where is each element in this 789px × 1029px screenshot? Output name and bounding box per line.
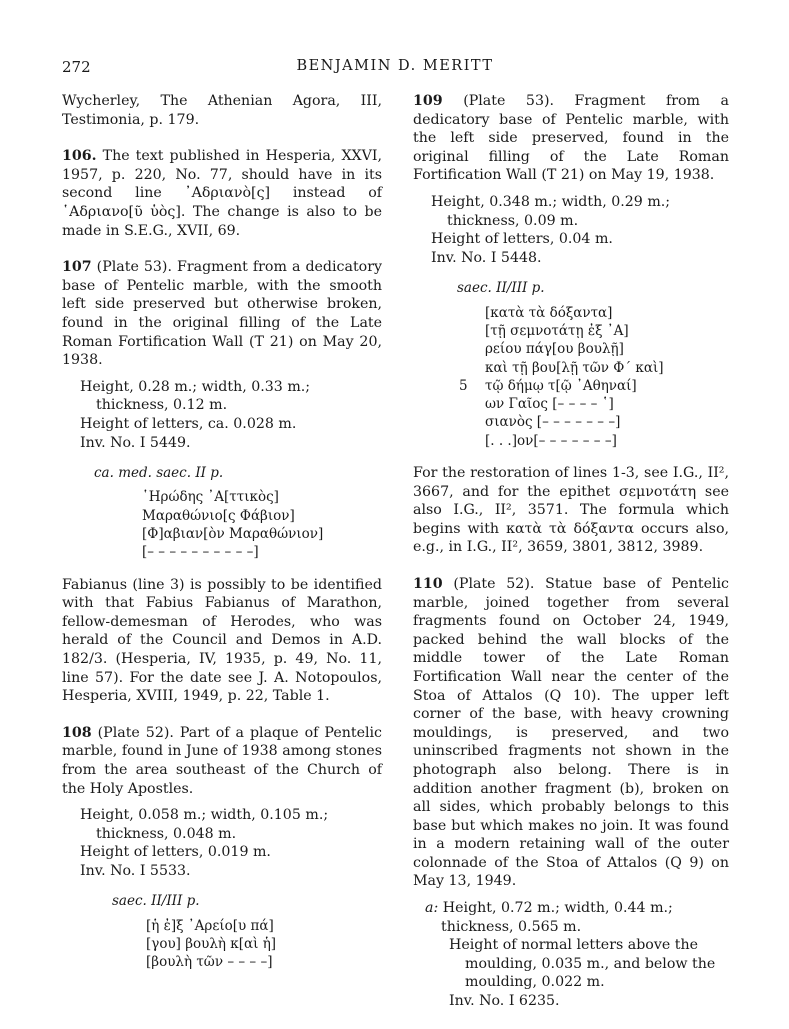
page-number: 272: [62, 58, 91, 76]
dimensions: Height, 0.058 m.; width, 0.105 m.; thickness, 0.048 m.: [80, 807, 329, 842]
left-column: [62, 92, 382, 990]
commentary: Fabianus (line 3) is possibly to be identified with that Fabius Fabianus of Marathon, fellow-demesman of Herodes, who was herald of the Council and Demos in A.D. 182/3. (Hesperia, IV, 1935, p. 49, No. 11, line 57). For the date see J. A. Notopoulos, Hesperia, XVIII, 1949, p. 22, Table 1.: [62, 576, 382, 705]
entry-107: [62, 258, 382, 706]
entry-measurements: [80, 806, 382, 880]
letter-height: Height of letters, 0.019 m.: [80, 844, 271, 861]
entry-measurements: [425, 899, 729, 1011]
line-number: 5: [459, 377, 468, 394]
entry-text: (Plate 52). Statue base of Pentelic marble, joined together from several fragments found on October 24, 1949, packed behind the wall blocks of the middle tower of the Late Roman Fortification Wall near the center of the Stoa of Attalos (Q 10). The upper left corner of the base, with heavy crowning mouldings, is preserved, and two uninscribed fragments not shown in the photograph also belong. There is in addition another fragment (b), broken on all sides, which probably belongs to this base but which makes no join. It was found in a modern retaining wall of the outer colonnade of the Stoa of Attalos (Q 9) on May 13, 1949.: [413, 575, 729, 890]
letter-height: Height of normal letters above the moulding, 0.035 m., and below the moulding, 0.022 m.: [449, 937, 716, 991]
entry-number: 110: [413, 575, 443, 592]
fragment-a-dimensions: [425, 899, 729, 936]
letter-height: Height of letters, 0.04 m.: [431, 231, 613, 248]
inscription: [457, 279, 729, 450]
dimensions: Height, 0.72 m.; width, 0.44 m.; thickness, 0.565 m.: [441, 900, 673, 935]
dimensions: Height, 0.348 m.; width, 0.29 m.; thickness, 0.09 m.: [431, 193, 671, 229]
entry-measurements: [431, 193, 729, 267]
inscription-line: [ἡ ἐ]ξ ᾽Αρείο[υ πά]: [146, 917, 274, 934]
entry-number: 106.: [62, 148, 97, 165]
inscription-line: [Φ]αβιαν[ὸν Μαραθώνιον]: [142, 525, 324, 542]
inventory-number: Inv. No. I 5448.: [431, 249, 542, 266]
inscription-line: [γου] βουλὴ κ[αὶ ἡ]: [146, 936, 277, 953]
inscription-line: Μαραθώνιο[ς Φάβιον]: [142, 507, 295, 524]
inscription-date: ca. med. saec. II p.: [94, 465, 224, 482]
entry-number: 107: [62, 259, 92, 276]
continuation-text: Wycherley, The Athenian Agora, III, Testimonia, p. 179.: [62, 93, 382, 128]
entry-108: [62, 724, 382, 972]
commentary: For the restoration of lines 1-3, see I.G., II², 3667, and for the epithet σεμνοτάτη see also I.G., II², 3571. The formula which begins with κατὰ τὰ δόξαντα occurs also, e.g., in I.G., II², 3659, 3801, 3812, 3989.: [413, 465, 729, 556]
inscription-line: σιανὸς [– – – – – – –]: [485, 414, 621, 431]
inscription-line: [459, 377, 729, 395]
entry-106: [62, 147, 382, 240]
inscription: [112, 892, 382, 971]
inscription-line: καὶ τῇ βου[λῇ τῶν Φ´ καὶ]: [485, 359, 664, 376]
inscription-line: [τῇ σεμνοτάτῃ ἐξ ᾽Α]: [485, 322, 629, 339]
inscription-line: ρείου πάγ[ου βουλῇ]: [485, 341, 624, 358]
inscription-line: ῾Ηρώδης ᾽Α[ττικὸς]: [142, 489, 279, 506]
entry-text: (Plate 53). Fragment from a dedicatory base of Pentelic marble, with the left side preserved, found in the original filling of the Late Roman Fortification Wall (T 21) on May 19, 1938.: [413, 93, 730, 184]
running-head: BENJAMIN D. MERITT: [296, 58, 494, 74]
inscription: [94, 464, 382, 561]
entry-text: (Plate 53). Fragment from a dedicatory base of Pentelic marble, with the smooth left side preserved but otherwise broken, found in the original filling of the Late Roman Fortification Wall (T 21) on May 20, 1938.: [62, 259, 382, 369]
entry-number: 108: [62, 724, 92, 741]
inscription-line: [– – – – – – – – – –]: [142, 544, 259, 561]
entry-text: (Plate 52). Part of a plaque of Pentelic marble, found in June of 1938 among stones from the area southeast of the Church of the Holy Apostles.: [62, 724, 382, 797]
inscription-date: saec. II/III p.: [112, 893, 200, 910]
entry-number: 109: [413, 93, 443, 109]
entry-text: The text published in Hesperia, XXVI, 1957, p. 220, No. 77, should have in its second line ᾿Αδριανὸ[ς] instead of ῾Αδριανο[ῦ ὑὸς]. The change is also to be made in S.E.G., XVII, 69.: [62, 148, 383, 239]
inscription-line: [. . .]ον[– – – – – – –]: [485, 432, 617, 449]
entry-109: [413, 92, 729, 557]
inscription-line: [βουλὴ τῶν – – – –]: [146, 954, 273, 971]
fragment-label: a:: [425, 900, 439, 917]
inscription-line-text: τῷ δήμῳ τ[ῷ ᾽Αθηναί]: [485, 377, 637, 394]
inscription-date: saec. II/III p.: [457, 280, 545, 297]
inventory-number: Inv. No. I 5533.: [80, 862, 191, 879]
entry-measurements: [80, 378, 382, 452]
page-header: [60, 58, 730, 80]
right-column: [413, 92, 729, 1029]
inventory-number: Inv. No. I 5449.: [80, 434, 191, 451]
dimensions: Height, 0.28 m.; width, 0.33 m.; thickness, 0.12 m.: [80, 378, 311, 414]
inscription-line: ων Γαῖος [– – – – ῾]: [485, 396, 614, 413]
letter-height: Height of letters, ca. 0.028 m.: [80, 415, 297, 432]
inventory-number: Inv. No. I 6235.: [449, 993, 560, 1010]
inscription-line: [κατὰ τὰ δόξαντα]: [485, 304, 613, 321]
entry-110: [413, 575, 729, 1011]
